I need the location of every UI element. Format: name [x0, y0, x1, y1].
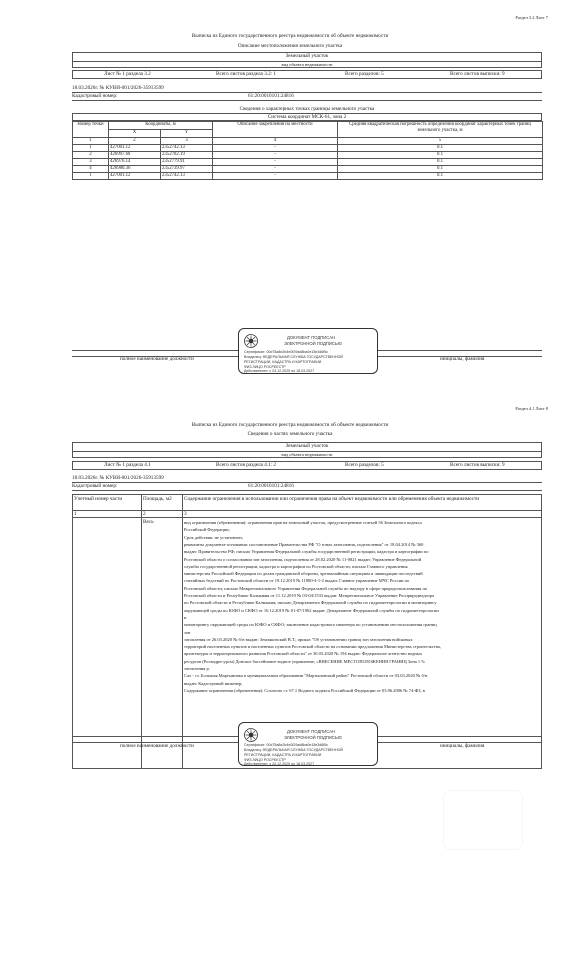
- section-sheet-label: Раздел 3.2 Лист 7: [515, 15, 548, 20]
- stamp-line-4: Владелец: ФЕДЕРАЛЬНАЯ СЛУЖБА ГОСУДАРСТВЕННОЙ: [244, 355, 343, 359]
- cadastral-number-value: 61:20:0010101:24816: [248, 483, 294, 489]
- stamp-line-7: Действителен: с 24.12.2025 по 18.03.2027: [244, 762, 315, 766]
- restriction-text-line: Сал - ст. Большая Мартыновка в муниципальном образовании "Мартыновский район" Ростовской области от 03.03.2020 № б/н: [184, 673, 428, 679]
- sheets-total: Всего листов выписки: 9: [450, 462, 505, 468]
- col-y: Y: [161, 130, 213, 138]
- row-area-value: Весь: [143, 519, 154, 525]
- col-description: Описание закрепления на местности: [213, 122, 338, 138]
- stamp-line-6: ФИЗ.ЛИЦО РОСРЕЕСТР: [244, 365, 286, 369]
- sheet-number: Лист № 1 раздела 3.2: [104, 71, 151, 77]
- rosreestr-logo-icon: [244, 334, 258, 348]
- cadastral-number-value: 61:20:0010101:24816: [248, 93, 294, 99]
- restriction-text-line: по Ростовской области и Республике Калмыкия; письмо Департамента Федеральной службы по гидрометеорологии и мониторингу: [184, 600, 437, 606]
- sheet-number: Лист № 1 раздела 4.1: [104, 462, 151, 468]
- restriction-text-line: зон: [184, 629, 191, 635]
- cadastral-number-label: Кадастровый номер:: [72, 93, 118, 99]
- signature-name-caption: инициалы, фамилия: [440, 743, 485, 749]
- stamp-line-7: Действителен: с 24.12.2025 по 18.03.2027: [244, 369, 315, 373]
- stamp-line-3: Сертификат: 00d75a8e2b4e0f29ad8ba0e15e3d6f5c: [244, 350, 329, 354]
- col-num-3: 3: [184, 511, 187, 517]
- table-row: 2 426997.68 2352782.19 - 0.1: [73, 152, 543, 159]
- restriction-text-line: Ростовской области о согласовании зон затопления, подтопления от 28.02.2020 № 11-0821 выдан: Управление Федеральной: [184, 556, 422, 562]
- stamp-line-6: ФИЗ.ЛИЦО РОСРЕЕСТР: [244, 758, 286, 762]
- signature-name-caption: инициалы, фамилия: [440, 356, 485, 362]
- stamp-line-4: Владелец: ФЕДЕРАЛЬНАЯ СЛУЖБА ГОСУДАРСТВЕННОЙ: [244, 748, 343, 752]
- sheets-total: Всего листов выписки: 9: [450, 71, 505, 77]
- restriction-text-line: территорий населенных пунктов и населенных пунктов Ростовской области на основании предложения Министерства строительства,: [184, 644, 441, 650]
- section-sheet-label: Раздел 4.1 Лист 8: [515, 406, 548, 411]
- col-coordinates: Координаты, м: [109, 122, 213, 130]
- col-num-1: 1: [74, 511, 77, 517]
- document-title: Выписка из Единого государственного реестра недвижимости об объекте недвижимости: [191, 422, 389, 428]
- col-point-number: Номер точки: [73, 122, 109, 138]
- restriction-text-line: выдан: Правительство РФ; письмо Управления Федеральной службы государственной регистрации, кадастра и картографии по: [184, 549, 429, 555]
- restriction-text-line: министерства Российской Федерации по делам гражданской обороны, чрезвычайным ситуациям и ликвидации последствий: [184, 571, 423, 577]
- restriction-text-line: вид ограничения (обременения): ограничения прав на земельный участок, предусмотренные статьей 56 Земельного кодекса: [184, 520, 422, 525]
- sheets-in-section: Всего листов раздела 4.1: 2: [216, 462, 277, 468]
- extract-page-section-3-2: [0, 0, 583, 400]
- boundary-points-table: [72, 121, 543, 180]
- object-type-value: Земельный участок: [285, 53, 329, 59]
- restriction-text-line: ресурсов (Росводресурсы) Донское бассейновое водное управление; «ВНЕСЕНИЕ МЕСТОПОЛОЖЕНИЯ ГРАНИЦ Зона 1 %: [184, 658, 426, 664]
- col-error: Средняя квадратическая погрешность определения координат характерных точек границ земельного участка, м: [338, 122, 543, 138]
- restriction-text-line: мониторингу окружающей среды по ЮФО и СКФО; заключение кадастрового инженера по установлению местоположения границ: [184, 622, 437, 628]
- restriction-text-line: Ростовской области и Республике Калмыкия от 11.12.2019 № 03-04/1533 выдан: Межрегиональное Управление Росприроднадзора: [184, 593, 435, 598]
- cadastral-number-label: Кадастровый номер:: [72, 483, 118, 489]
- stamp-line-1: ДОКУМЕНТ ПОДПИСАН: [287, 335, 336, 340]
- sections-total: Всего разделов: 5: [345, 71, 384, 77]
- stamp-line-2: ЭЛЕКТРОННОЙ ПОДПИСЬЮ: [284, 735, 342, 740]
- stamp-line-2: ЭЛЕКТРОННОЙ ПОДПИСЬЮ: [284, 341, 342, 346]
- restriction-text-line: выдан: Кадастровый инженер;: [184, 680, 243, 686]
- restriction-text-line: реквизиты документа-основания: постановление Правительства РФ "О зонах затопления, подтопления" от 18.04.2014 № 360: [184, 541, 424, 547]
- column-number-row: 1 2 3 4 5: [73, 138, 543, 145]
- extract-date-number: 18.03.2026г. № КУВИ-001/2026-35913599: [72, 475, 164, 481]
- extract-page-section-4-1: [0, 400, 583, 960]
- stamp-line-1: ДОКУМЕНТ ПОДПИСАН: [287, 729, 336, 734]
- document-subtitle: Описание местоположения земельного участка: [237, 43, 343, 49]
- sheets-in-section: Всего листов раздела 3.2: 1: [216, 71, 277, 77]
- table-row: 1 427001.12 2352742.13 - 0.1: [73, 173, 543, 180]
- electronic-signature-stamp: [238, 328, 378, 374]
- col-num-2: 2: [143, 511, 146, 517]
- restriction-text-line: стихийных бедствий по Ростовской области от 19.12.2019 № 11880-4-1-2 выдан: Главное управление МЧС России по: [184, 578, 410, 584]
- object-type-caption: вид объекта недвижимости: [281, 452, 333, 457]
- faded-watermark: [443, 790, 523, 850]
- rosreestr-logo-icon: [244, 728, 258, 742]
- restriction-text-line: архитектуры и территориального развития Ростовской области" от 30.03.2020 № 194 выдан: Федеральное агентство водных: [184, 651, 422, 657]
- col-restriction-content: Содержание ограничения в использовании или ограничения права на объект недвижимости или обременения объекта недвижимости: [184, 496, 480, 502]
- restriction-text-line: затопления р.: [184, 666, 210, 671]
- stamp-line-5: РЕГИСТРАЦИИ, КАДАСТРА И КАРТОГРАФИИ: [244, 753, 322, 757]
- restriction-text-line: службы государственной регистрации, кадастра и картографии по Ростовской области; письмо Главного управления: [184, 563, 408, 569]
- col-area: Площадь, м2: [143, 496, 172, 502]
- restriction-text-line: Российской Федерации;: [184, 527, 230, 533]
- document-title: Выписка из Единого государственного реестра недвижимости об объекте недвижимости: [191, 33, 389, 39]
- stamp-line-5: РЕГИСТРАЦИИ, КАДАСТРА И КАРТОГРАФИИ: [244, 360, 322, 364]
- signature-position-caption: полное наименование должности: [120, 356, 194, 362]
- col-part-number: Учетный номер части: [74, 496, 123, 502]
- document-subtitle: Сведения о частях земельного участка: [247, 431, 333, 437]
- electronic-signature-stamp: [238, 722, 378, 766]
- restriction-text-line: окружающей среды по ЮФО и СКФО от 16.12.2019 № 01-07/1962 выдан: Департамент Федеральной службы по гидрометеорологии: [184, 607, 439, 613]
- boundary-table-title: Сведения о характерных точках границы земельного участка: [239, 106, 375, 112]
- table-row: 1 427001.12 2352742.13 - 0.1: [73, 145, 543, 152]
- restriction-text-line: затопления от 26.03.2020 № б/н выдан: Земляковский В.Т.; приказ "Об установлении границ зон затопления войсковых: [184, 636, 413, 642]
- signature-position-caption: полное наименование должности: [120, 743, 194, 749]
- restriction-text-line: Ростовской области; письмо Межрегионального Управления Федеральной службы по надзору в сфере природопользования по: [184, 585, 428, 591]
- col-x: X: [109, 130, 161, 138]
- stamp-line-3: Сертификат: 00d75a8e2b4e0f29ad8ba0e15e3d6f5c: [244, 743, 329, 747]
- coordinate-system: Система координат МСК-61, зона 2: [267, 114, 347, 120]
- restriction-text-line: Содержание ограничения (обременения): Согласно ст. 67.1 Водного кодекса Российской Федерации от 03.06.2006 № 74-ФЗ, в: [184, 687, 425, 693]
- extract-date-number: 18.03.2026г. № КУВИ-001/2026-35913599: [72, 85, 164, 91]
- table-row: 4 426980.36 2352739.97 - 0.1: [73, 166, 543, 173]
- sections-total: Всего разделов: 5: [345, 462, 384, 468]
- table-row: 3 426976.14 2352779.91 - 0.1: [73, 159, 543, 166]
- object-type-caption: вид объекта недвижимости: [281, 62, 333, 67]
- restriction-text-line: и: [184, 614, 187, 620]
- restriction-text-line: Срок действия: не установлен;: [184, 534, 243, 540]
- object-type-value: Земельный участок: [285, 443, 329, 449]
